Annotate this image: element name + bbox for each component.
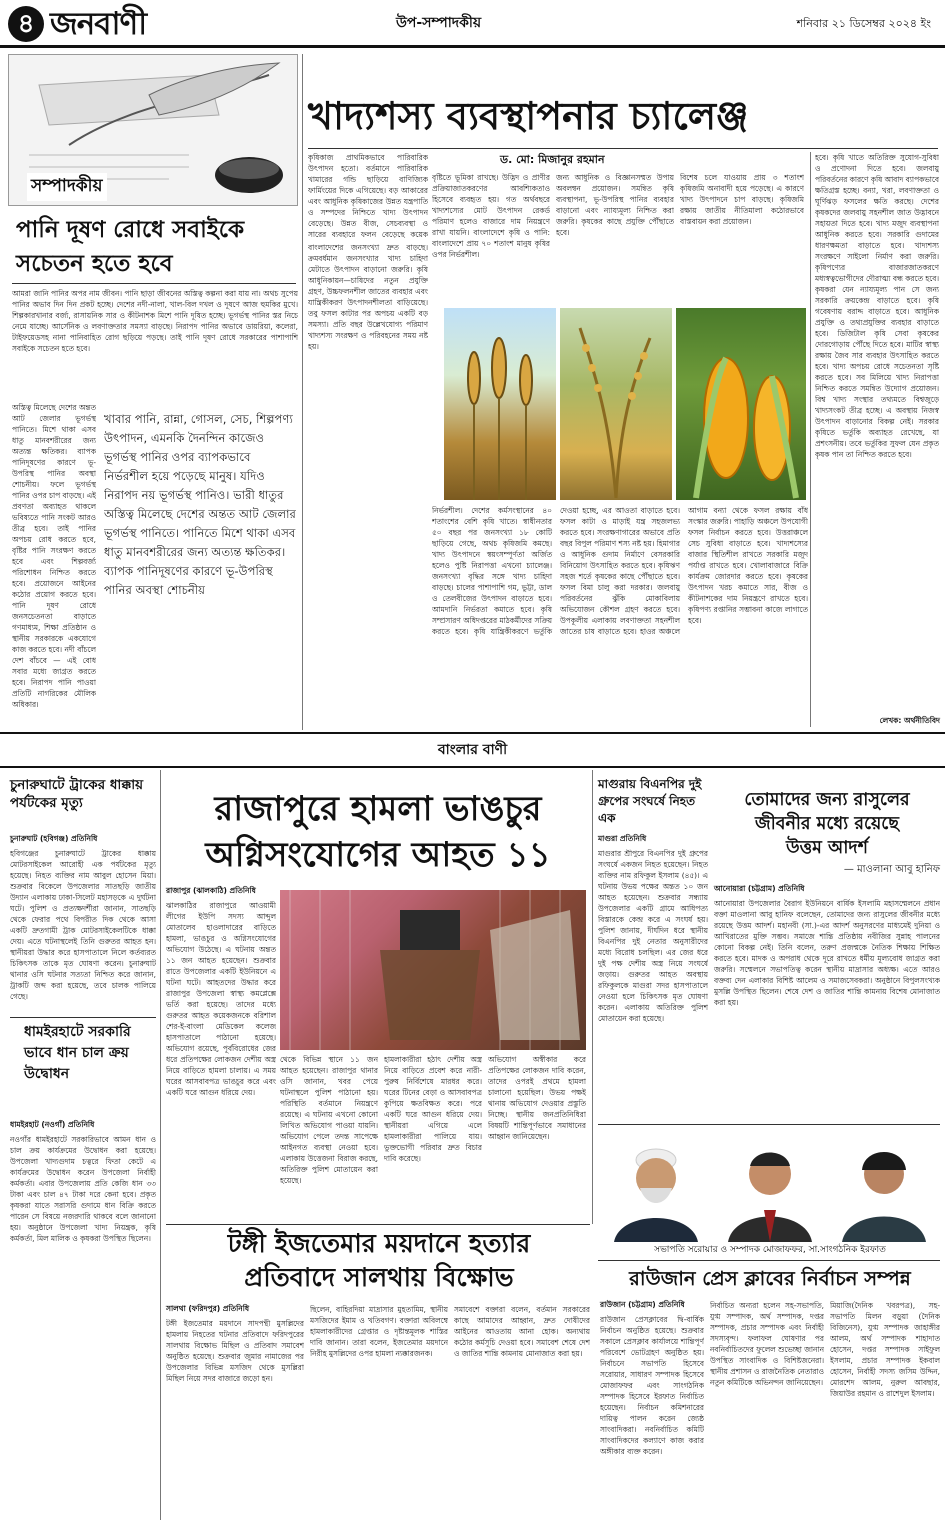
masthead xyxy=(0,0,945,48)
story7-body-3: সমাবেশে বক্তারা বলেন, বর্তমান সরকারের কাছে আমাদের আহ্বান, দ্রুত দোষীদের আইনের আওতায় আনা হোক। অন্যথায় কঠোর কর্মসূচি দেওয়া হবে। সমাবেশ শেষে দেশ ও জাতির শান্তি কামনায় মোনাজাত করা হয়। xyxy=(454,1305,590,1358)
story5-body: আনোয়ারা উপজেলার বৈরাগ ইউনিয়নে বার্ষিক ইসলামি মহাসম্মেলনে প্রধান বক্তা মাওলানা আবু হানিফ বলেছেন, তোমাদের জন্য রাসুলের জীবনীর মধ্যে রয়েছে উত্তম আদর্শ। মহানবী (সা.)-এর আদর্শ অনুসরণের মাধ্যমেই দুনিয়া ও আখিরাতের মুক্তি সম্ভব। সমাজে শান্তি প্রতিষ্ঠায় নবীজির সুন্নাহ পালনের কোনো বিকল্প নেই। তিনি বলেন, তরুণ প্রজন্মকে নৈতিক শিক্ষায় শিক্ষিত করতে হবে। মাদক ও অপরাধ থেকে দূরে রাখতে ধর্মীয় মূল্যবোধ জাগ্রত করা জরুরি। সম্মেলনে সভাপতিত্ব করেন স্থানীয় মাদ্রাসার অধ্যক্ষ। এতে আরও বক্তব্য দেন এলাকার বিশিষ্ট আলেম ও সমাজসেবকরা। অনুষ্ঠানে বিপুলসংখ্যক মুসল্লি উপস্থিত ছিলেন। শেষে দেশ ও জাতির শান্তি কামনায় বিশেষ মোনাজাত করা হয়। xyxy=(714,899,940,1007)
band-bottom-rule xyxy=(0,766,945,768)
logo-text: জনবাণী xyxy=(50,6,147,42)
wheat-icon xyxy=(444,308,556,500)
person-icon xyxy=(600,1130,712,1242)
feature-lower-cols: নির্ভরশীল। দেশের কর্মসংস্থানের ৪০ শতাংশের বেশি কৃষি খাতে। স্বাধীনতার ৫০ বছর পর জনসংখ্যা ১৮ কোটি ছাড়িয়ে গেছে, অথচ কৃষিজমি কমছে। খাদ্য উৎপাদনে স্বয়ংসম্পূর্ণতা অর্জিত হলেও পুষ্টি নিরাপত্তা এখনো চ্যালেঞ্জ। জনসংখ্যা বৃদ্ধির সঙ্গে খাদ্য চাহিদা বাড়ছে। চালের পাশাপাশি গম, ভুট্টা, ডাল ও তেলবীজের উৎপাদন বাড়াতে হবে। আমদানি নির্ভরতা কমাতে হবে। কৃষি সম্প্রসারণ অধিদপ্তরের মাঠকর্মীদের সক্রিয় করতে হবে। কৃষি যান্ত্রিকীকরণে ভর্তুকি দেওয়া হচ্ছে, এর আওতা বাড়াতে হবে। ফসল কাটা ও মাড়াই যন্ত্র সহজলভ্য করতে হবে। সংরক্ষণাগারের অভাবে প্রতি বছর বিপুল পরিমাণ শস্য নষ্ট হয়। হিমাগার ও আধুনিক গুদাম নির্মাণে বেসরকারি বিনিয়োগ উৎসাহিত করতে হবে। কৃষিঋণ সহজ শর্তে কৃষকের কাছে পৌঁছাতে হবে। ফসল বিমা চালু করা দরকার। জলবায়ু পরিবর্তনের ঝুঁকি মোকাবিলায় অভিযোজন কৌশল গ্রহণ করতে হবে। উপকূলীয় এলাকায় লবণাক্ততা সহনশীল জাতের চাষ বাড়াতে হবে। হাওর অঞ্চলে আগাম বন্যা থেকে ফসল রক্ষায় বাঁধ সংস্কার জরুরি। পাহাড়ি অঞ্চলে উপযোগী ফসল নির্বাচন করতে হবে। উত্তরাঞ্চলে সেচ সুবিধা বাড়াতে হবে। খাদ্যশস্যের বাজার স্থিতিশীল রাখতে সরকারি মজুদ পর্যাপ্ত রাখতে হবে। খোলাবাজারে বিক্রি কার্যক্রম জোরদার করতে হবে। কৃষকের উৎপাদন খরচ কমাতে সার, বীজ ও কীটনাশকের দাম নিয়ন্ত্রণে রাখতে হবে। কৃষিপণ্য রপ্তানির সম্ভাবনা কাজে লাগাতে হবে। xyxy=(432,506,808,636)
story3-body-4: অভিযোগ অস্বীকার করে প্রতিপক্ষের লোকজন দাবি করেন, তাদের ওপরই প্রথমে হামলা চালানো হয়েছিল। উভয় পক্ষই থানায় অভিযোগ দেওয়ার প্রস্তুতি নিচ্ছে। স্থানীয় জনপ্রতিনিধিরা বিষয়টি শান্তিপূর্ণভাবে সমাধানের আহ্বান জানিয়েছেন। xyxy=(488,1055,586,1141)
regional-band xyxy=(0,736,945,764)
portrait-president xyxy=(600,1130,712,1242)
story3-byline: রাজাপুর (ঝালকাঠি) প্রতিনিধি xyxy=(166,886,256,895)
story3-headline-2: অগ্নিসংযোগের আহত ১১ xyxy=(205,835,551,875)
feature-right-divider xyxy=(810,152,811,727)
portrait-secretary xyxy=(714,1130,826,1242)
editorial-headline-1: পানি দূষণ রোধে সবাইকে xyxy=(16,216,245,243)
editorial-label: সম্পাদকীয় xyxy=(27,173,107,201)
story3-headline-1: রাজাপুরে হামলা ভাঙচুর xyxy=(214,789,542,829)
paddy-icon xyxy=(560,308,672,500)
page-number-badge xyxy=(8,6,44,42)
feature-col-4: জন্য আধুনিক ও বিজ্ঞানসম্মত উপায় অবলম্বন প্রয়োজন। সমন্বিত কৃষি ব্যবস্থাপনা, ভূ-উপরিস্থ পানির ব্যবহার বাড়ানো এবং ন্যায্যমূল্য নিশ্চিত করা জরুরি। কৃষকের কাছে প্রযুক্তি পৌঁছাতে হবে। xyxy=(556,173,674,237)
person-icon xyxy=(828,1130,940,1242)
story1-byline: চুনারুঘাট (হবিগঞ্জ) প্রতিনিধি xyxy=(10,834,98,843)
story2-byline: ধামইরহাট (নওগাঁ) প্রতিনিধি xyxy=(10,1120,95,1129)
story7-headline-2: প্রতিবাদে সালথায় বিক্ষোভ xyxy=(244,1263,514,1293)
person-icon xyxy=(714,1130,826,1242)
editorial-rule xyxy=(12,283,296,284)
maize-icon xyxy=(676,308,806,500)
logo xyxy=(50,4,240,44)
story5-byline: আনোয়ারা (চট্টগ্রাম) প্রতিনিধি xyxy=(714,884,805,893)
feature-signoff: লেখক: অর্থনীতিবিদ xyxy=(879,716,940,725)
story7-body-4: মিয়াজি(দৈনিক খবরপত্র), সহ-সভাপতি মিলন বড়ুয়া (দৈনিক বিজিনেস), যুগ্ম সম্পাদক জাহাঙ্গীর আলম, অর্থ সম্পাদক শাহাদাত হোসেন, দপ্তর সম্পাদক সাইফুল ইসলাম, প্রচার সম্পাদক ইকবাল হোসেন, নির্বাহী সদস্য জসিম উদ্দিন, মোরশেদ আলম, নুরুল আবছার, জিয়াউর রহমান ও রাশেদুল ইসলাম। xyxy=(830,1301,940,1398)
story1-rule xyxy=(10,1017,156,1018)
story7-top-rule xyxy=(166,1224,590,1225)
portrait-top-rule xyxy=(598,1124,940,1125)
story7-byline: সালথা (ফরিদপুর) প্রতিনিধি xyxy=(166,1304,250,1313)
story6-top-rule xyxy=(598,1260,940,1261)
story5-headline-1: তোমাদের জন্য রাসুলের xyxy=(744,790,910,810)
maize-photo xyxy=(676,308,806,500)
editorial-pullquote: খাবার পানি, রান্না, গোসল, সেচ, শিল্পপণ্য উৎপাদন, এমনকি দৈনন্দিন কাজেও ভূগর্ভস্থ পানির ওপর ব্যাপকভাবে নির্ভরশীল হয়ে পড়েছে মানুষ। যদিও নিরাপদ নয় ভূগর্ভস্থ পানিও। ভারী ধাতুর অস্তিত্ব মিলেছে দেশের অন্তত আট জেলার ভূগর্ভস্থ পানিতে। পানিতে মিশে থাকা এসব ধাতু মানবশরীরের জন্য অত্যন্ত ক্ষতিকর। ব্যাপক পানিদূষণের কারণে ভূ-উপরিস্থ পানির অবস্থা শোচনীয় xyxy=(104,412,296,597)
feature-right-col: হবে। কৃষি খাতে অতিরিক্ত সুযোগ-সুবিধা ও প্রণোদনা দিতে হবে। জলবায়ু পরিবর্তনের কারণে কৃষি আবাদ ব্যাপকভাবে ক্ষতিগ্রস্ত হচ্ছে। বন্যা, খরা, লবণাক্ততা ও ঘূর্ণিঝড় ফসলের ক্ষতি করছে। দেশের কৃষকদের জলবায়ু সহনশীল জাত উদ্ভাবনে সহায়তা দিতে হবে। খাদ্য মজুদ ব্যবস্থাপনা আধুনিক করতে হবে। সরকারি গুদামের ধারণক্ষমতা বাড়াতে হবে। খাদ্যশস্য সংরক্ষণে সাইলো নির্মাণ করা জরুরি। কৃষিপণ্যের বাজারজাতকরণে মধ্যস্বত্বভোগীদের দৌরাত্ম্য বন্ধ করতে হবে। কৃষকরা যেন ন্যায্যমূল্য পান সে জন্য সরকারি ক্রয়কেন্দ্র বাড়াতে হবে। কৃষি গবেষণায় বরাদ্দ বাড়াতে হবে। আধুনিক প্রযুক্তি ও তথ্যপ্রযুক্তির ব্যবহার বাড়াতে হবে। ডিজিটাল কৃষি সেবা কৃষকের দোরগোড়ায় পৌঁছে দিতে হবে। মাটির স্বাস্থ্য রক্ষায় জৈব সার ব্যবহার উৎসাহিত করতে হবে। খাদ্য অপচয় রোধে সচেতনতা সৃষ্টি করতে হবে। সব মিলিয়ে খাদ্য নিরাপত্তা নিশ্চিত করতে সমন্বিত উদ্যোগ প্রয়োজন। বিশ্ব খাদ্য সংস্থার তথ্যমতে বিশ্বজুড়ে খাদ্যসংকট তীব্র হচ্ছে। এ অবস্থায় নিজস্ব উৎপাদন বাড়ানোর বিকল্প নেই। সরকার কৃষিতে ভর্তুকি অব্যাহত রেখেছে, যা প্রশংসনীয়। তবে ভর্তুকির সুফল যেন প্রকৃত কৃষক পান তা নিশ্চিত করতে হবে। xyxy=(815,153,939,459)
story3-body-2: থেকে বিভিন্ন স্থানে ১১ জন আহত হয়েছেন। রাজাপুর থানার ওসি জানান, খবর পেয়ে ঘটনাস্থলে পুলিশ পাঠানো হয়। পরিস্থিতি বর্তমানে নিয়ন্ত্রণে রয়েছে। এ ঘটনায় এখনো কোনো লিখিত অভিযোগ পাওয়া যায়নি। অভিযোগ পেলে তদন্ত সাপেক্ষে আইনগত ব্যবস্থা নেওয়া হবে। এলাকায় উত্তেজনা বিরাজ করছে, অতিরিক্ত পুলিশ মোতায়েন করা হয়েছে। xyxy=(280,1055,378,1185)
story3-body-3: হামলাকারীরা হঠাৎ দেশীয় অস্ত্র নিয়ে বাড়িতে প্রবেশ করে নারী-পুরুষ নির্বিশেষে মারধর করে। ঘরের টিনের বেড়া ও আসবাবপত্র কুপিয়ে ক্ষতবিক্ষত করে। পরে একটি ঘরে আগুন ধরিয়ে দেয়। স্থানীয়রা এগিয়ে এলে হামলাকারীরা পালিয়ে যায়। ভুক্তভোগী পরিবার দ্রুত বিচার দাবি করেছে। xyxy=(384,1055,482,1163)
story5-author: — মাওলানা আবু হানিফ xyxy=(843,864,940,875)
editorial-body: আমরা জানি পানির অপর নাম জীবন। পানি ছাড়া জীবনের অস্তিত্ব কল্পনা করা যায় না। অথচ সুপেয় পানির অভাব দিন দিন প্রকট হচ্ছে। দেশের নদী-নালা, খাল-বিল দখল ও দূষণে আজ হুমকির মুখে। শিল্পকারখানার বর্জ্য, রাসায়নিক সার ও কীটনাশক মিশে পানি দূষিত হচ্ছে। ভূগর্ভস্থ পানির স্তর নিচে নেমে যাচ্ছে। আর্সেনিক ও লবণাক্ততার সমস্যা বাড়ছে। নিরাপদ পানির অভাবে ডায়রিয়া, কলেরা, টাইফয়েডসহ নানা পানিবাহিত রোগ ছড়িয়ে পড়ছে। তাই পানি দূষণ রোধে সরকারের পাশাপাশি সবাইকে সচেতন হতে হবে। xyxy=(12,289,298,353)
editorial-headline-2: সচেতন হতে হবে xyxy=(16,250,173,277)
issue-date: শনিবার ২১ ডিসেম্বর ২০২৪ ইং xyxy=(796,17,931,30)
feature-col-2: বাংলাদেশের জনসংখ্যা দ্রুত বাড়ছে। ক্রমবর্ধমান জনসংখ্যার খাদ্য চাহিদা মেটাতে উৎপাদন বাড়ানো জরুরি। কৃষি আধুনিকায়ন—চাষিদের নতুন প্রযুক্তি গ্রহণ, উচ্চফলনশীল জাতের ব্যবহার এবং যান্ত্রিকীকরণ উৎপাদনশীলতা বাড়িয়েছে। তবু ফসল কাটার পর অপচয় একটি বড় সমস্যা। প্রতি বছর উল্লেখযোগ্য পরিমাণ খাদ্যশস্য সংরক্ষণ ও পরিবহনের সময় নষ্ট হয়। xyxy=(308,243,428,351)
story6-byline: রাউজান (চট্টগ্রাম) প্রতিনিধি xyxy=(600,1300,685,1309)
editorial-illustration xyxy=(8,54,298,206)
portraits-caption: সভাপতি সরোয়ার ও সম্পাদক মোজাফফর, সা.সাংগঠনিক ইরফাত xyxy=(654,1245,886,1255)
feature-author: ড. মো: মিজানুর রহমান xyxy=(500,153,605,166)
story6-body-2: নির্বাচিত অন্যরা হলেন সহ-সভাপতি, যুগ্ম সম্পাদক, অর্থ সম্পাদক, দপ্তর সম্পাদক, প্রচার সম্পাদক এবং নির্বাহী সদস্যবৃন্দ। ফলাফল ঘোষণার পর নবনির্বাচিতদের ফুলেল শুভেচ্ছা জানান উপস্থিত সাংবাদিক ও বিশিষ্টজনেরা। স্থানীয় প্রশাসন ও রাজনৈতিক নেতারাও নতুন কমিটিকে অভিনন্দন জানিয়েছেন। xyxy=(710,1301,824,1387)
story7-body: টঙ্গী ইজতেমার ময়দানে সাদপন্থী মুসল্লিদের হামলায় নিহতের ঘটনার প্রতিবাদে ফরিদপুরের সালথায় বিক্ষোভ মিছিল ও প্রতিবাদ সমাবেশ অনুষ্ঠিত হয়েছে। শুক্রবার জুমার নামাজের পর উপজেলার বিভিন্ন মসজিদ থেকে মুসল্লিরা মিছিল নিয়ে সদর বাজারে জড়ো হন। xyxy=(166,1319,304,1383)
feature-headline: খাদ্যশস্য ব্যবস্থাপনার চ্যালেঞ্জ xyxy=(308,93,749,138)
story5-headline-2: জীবনীর মধ্যে রয়েছে xyxy=(755,814,899,834)
damaged-house-icon xyxy=(280,890,586,1050)
story4-body: মাগুরার শ্রীপুরে বিএনপির দুই গ্রুপের সংঘর্ষে একজন নিহত হয়েছেন। নিহত ব্যক্তির নাম রফিকুল ইসলাম (৪৫)। এ ঘটনায় উভয় পক্ষের অন্তত ১০ জন আহত হয়েছেন। শুক্রবার সন্ধ্যায় উপজেলার একটি গ্রামে আধিপত্য বিস্তারকে কেন্দ্র করে এ সংঘর্ষ হয়। পুলিশ জানায়, দীর্ঘদিন ধরে স্থানীয় বিএনপির দুই নেতার অনুসারীদের মধ্যে বিরোধ চলছিল। এর জের ধরে দুই পক্ষ দেশীয় অস্ত্র নিয়ে সংঘর্ষে জড়ায়। গুরুতর আহত অবস্থায় রফিকুলকে মাগুরা সদর হাসপাতালে নেওয়া হলে চিকিৎসক মৃত ঘোষণা করেন। এলাকায় অতিরিক্ত পুলিশ মোতায়েন করা হয়েছে। xyxy=(598,849,708,1023)
band-top-rule xyxy=(0,732,945,734)
feature-col-1: কৃষিকাজ প্রাথমিকভাবে পারিবারিক উৎপাদন হতো। বর্তমানে পারিবারিক খামারের গন্ডি ছাড়িয়ে বাণিজ্যিক ফার্মিংয়ের দিকে এগিয়েছে। বড় আকারের এবং আধুনিক কৃষিকাজের উন্নত যন্ত্রপাতি ও সম্পদের নিশ্চিতে খাদ্য উৎপাদন বেড়েছে। উন্নত বীজ, সেচব্যবস্থা ও সারের ব্যবহারে ফলন বেড়েছে কয়েক xyxy=(308,153,428,239)
paddy-photo xyxy=(560,308,672,500)
story7-body-2: ছিলেন, বাহিরদিয়া মাদ্রাসার মুহতামিম, স্থানীয় মসজিদের ইমাম ও খতিবগণ। বক্তারা অবিলম্বে হামলাকারীদের গ্রেপ্তার ও দৃষ্টান্তমূলক শাস্তির দাবি জানান। তারা বলেন, ইজতেমার ময়দানে নিরীহ মুসল্লিদের ওপর হামলা ন্যক্কারজনক। xyxy=(310,1305,448,1358)
regional-divider-1 xyxy=(160,770,161,1520)
story1-headline: চুনারুঘাটে ট্রাকের ধাক্কায় পর্যটকের মৃত্যু xyxy=(10,777,144,811)
vandalism-photo xyxy=(280,890,586,1050)
editorial-body-2: অস্তিত্ব মিলেছে দেশের অন্তত আট জেলার ভূগর্ভস্থ পানিতে। মিশে থাকা এসব ধাতু মানবশরীরের জন্য অত্যন্ত ক্ষতিকর। ব্যাপক পানিদূষণের কারণে ভূ-উপরিস্থ পানির অবস্থা শোচনীয়। ফলে ভূগর্ভস্থ পানির ওপর চাপ বাড়ছে। এই প্রবণতা অব্যাহত থাকলে ভবিষ্যতে পানি সংকট আরও তীব্র হবে। তাই পানির অপচয় রোধ করতে হবে, বৃষ্টির পানি সংরক্ষণ করতে হবে এবং শিল্পবর্জ্য পরিশোধন নিশ্চিত করতে হবে। প্রয়োজনে আইনের কঠোর প্রয়োগ করতে হবে। পানি দূষণ রোধে জনসচেতনতা বাড়াতে গণমাধ্যম, শিক্ষা প্রতিষ্ঠান ও স্থানীয় সরকারকে একযোগে কাজ করতে হবে। নদী বাঁচলে দেশ বাঁচবে — এই বোধ সবার মধ্যে জাগ্রত করতে হবে। নিরাপদ পানি পাওয়া প্রতিটি নাগরিকের মৌলিক অধিকার। xyxy=(12,403,96,709)
feature-col-3: বৃষ্টিতে ভূমিকা রাখছে। উদ্ভিদ ও প্রাণীর প্রক্রিয়াজাতকরণের আবশ্যিকতাও হিসেবে ব্যবহৃত হয়। গত অর্থবছরে খাদ্যশস্যের মোট উৎপাদন রেকর্ড পরিমাণ হলেও বাজারে দাম নিয়ন্ত্রণে রাখা যায়নি। বাংলাদেশে কৃষি ও পানি: বাংলাদেশে প্রায় ৭০ শতাংশ মানুষ কৃষির ওপর নির্ভরশীল। xyxy=(432,173,550,259)
feature-col-5: বিশেষ চলে যাওয়ায় প্রায় ৩ শতাংশ কৃষিজমি অনাবাদী হয়ে পড়েছে। এ কারণে খাদ্য উৎপাদনে চাপ বাড়ছে। কৃষিজমি রক্ষায় জাতীয় নীতিমালা কঠোরভাবে বাস্তবায়ন করা প্রয়োজন। xyxy=(680,173,804,226)
regional-band-label: বাংলার বাণী xyxy=(437,742,508,758)
regional-divider-2 xyxy=(592,770,593,1224)
wheat-photo xyxy=(444,308,556,500)
page-number: ৪ xyxy=(17,9,35,39)
story3-body: ঝালকাঠির রাজাপুরে আওয়ামী লীগের ইউপি সদস্য আব্দুল মোতালেব হাওলাদারের বাড়িতে হামলা, ভাঙচুর ও অগ্নিসংযোগের অভিযোগ উঠেছে। এ ঘটনায় অন্তত ১১ জন আহত হয়েছেন। শুক্রবার রাতে উপজেলার একটি ইউনিয়নে এ ঘটনা ঘটে। আহতদের উদ্ধার করে রাজাপুর উপজেলা স্বাস্থ্য কমপ্লেক্সে ভর্তি করা হয়েছে। তাদের মধ্যে গুরুতর আহত কয়েকজনকে বরিশাল শের-ই-বাংলা মেডিকেল কলেজ হাসপাতালে পাঠানো হয়েছে। অভিযোগ রয়েছে, পূর্ববিরোধের জের ধরে প্রতিপক্ষের লোকজন দেশীয় অস্ত্র নিয়ে বাড়িতে হামলা চালায়। এ সময় ঘরের আসবাবপত্র ভাঙচুর করে এবং একটি ঘরে আগুন ধরিয়ে দেয়। xyxy=(166,901,276,1097)
story7-headline-1: টঙ্গী ইজতেমার ময়দানে হত্যার xyxy=(227,1229,531,1259)
section-label: উপ-সম্পাদকীয় xyxy=(396,15,482,31)
story6-headline: রাউজান প্রেস ক্লাবের নির্বাচন সম্পন্ন xyxy=(629,1267,911,1290)
feature-headline-rule xyxy=(308,148,938,149)
story2-body: নওগাঁর ধামইরহাটে সরকারিভাবে আমন ধান ও চাল ক্রয় কার্যক্রমের উদ্বোধন করা হয়েছে। উপজেলা খাদ্যগুদাম চত্বরে ফিতা কেটে এ কার্যক্রমের উদ্বোধন করেন উপজেলা নির্বাহী কর্মকর্তা। এবার উপজেলায় প্রতি কেজি ধান ৩৩ টাকা এবং চাল ৪৭ টাকা দরে কেনা হবে। প্রকৃত কৃষকরা যাতে সরাসরি গুদামে ধান বিক্রি করতে পারেন সে বিষয়ে নজরদারি থাকবে বলে জানানো হয়। অনুষ্ঠানে উপজেলা খাদ্য নিয়ন্ত্রক, কৃষি কর্মকর্তা, মিল মালিক ও কৃষকরা উপস্থিত ছিলেন। xyxy=(10,1135,156,1243)
story4-byline: মাগুরা প্রতিনিধি xyxy=(598,834,647,843)
story4-headline: মাগুরায় বিএনপির দুই গ্রুপের সংঘর্ষে নিহত এক xyxy=(598,777,702,825)
masthead-rule xyxy=(0,45,945,48)
story6-body: রাউজান প্রেসক্লাবের দ্বি-বার্ষিক নির্বাচন অনুষ্ঠিত হয়েছে। শুক্রবার সকালে প্রেসক্লাব কার্যালয়ে শান্তিপূর্ণ পরিবেশে ভোটগ্রহণ অনুষ্ঠিত হয়। নির্বাচনে সভাপতি হিসেবে সরোয়ার, সাধারণ সম্পাদক হিসেবে মোজাফফর এবং সাংগঠনিক সম্পাদক হিসেবে ইরফাত নির্বাচিত হয়েছেন। নির্বাচন কমিশনারের দায়িত্ব পালন করেন জ্যেষ্ঠ সাংবাদিকরা। নবনির্বাচিত কমিটি সাংবাদিকদের কল্যাণে কাজ করার অঙ্গীকার ব্যক্ত করেন। xyxy=(600,1315,704,1456)
story2-headline: ধামইরহাটে সরকারি ভাবে ধান চাল ক্রয় উদ্বোধন xyxy=(24,1024,131,1082)
story5-headline-3: উত্তম আদর্শ xyxy=(786,838,868,858)
portrait-organizing-secretary xyxy=(828,1130,940,1242)
column-divider xyxy=(302,54,303,730)
story1-body: হবিগঞ্জের চুনারুঘাটে ট্রাকের ধাক্কায় মোটরসাইকেল আরোহী এক পর্যটকের মৃত্যু হয়েছে। নিহত ব্যক্তির নাম আবুল হোসেন মিয়া। শুক্রবার বিকেলে উপজেলার সাতছড়ি জাতীয় উদ্যান এলাকায় ঢাকা-সিলেট মহাসড়কে এ দুর্ঘটনা ঘটে। পুলিশ ও প্রত্যক্ষদর্শীরা জানান, সাতছড়ি থেকে ফেরার পথে বিপরীত দিক থেকে আসা একটি দ্রুতগামী ট্রাক মোটরসাইকেলটিকে ধাক্কা দেয়। এতে ঘটনাস্থলেই তিনি গুরুতর আহত হন। স্থানীয়রা উদ্ধার করে হাসপাতালে নিলে কর্তব্যরত চিকিৎসক তাকে মৃত ঘোষণা করেন। চুনারুঘাট থানার ওসি ঘটনার সত্যতা নিশ্চিত করে জানান, ট্রাকটি জব্দ করা হয়েছে, তবে চালক পালিয়ে গেছে। xyxy=(10,849,156,1001)
